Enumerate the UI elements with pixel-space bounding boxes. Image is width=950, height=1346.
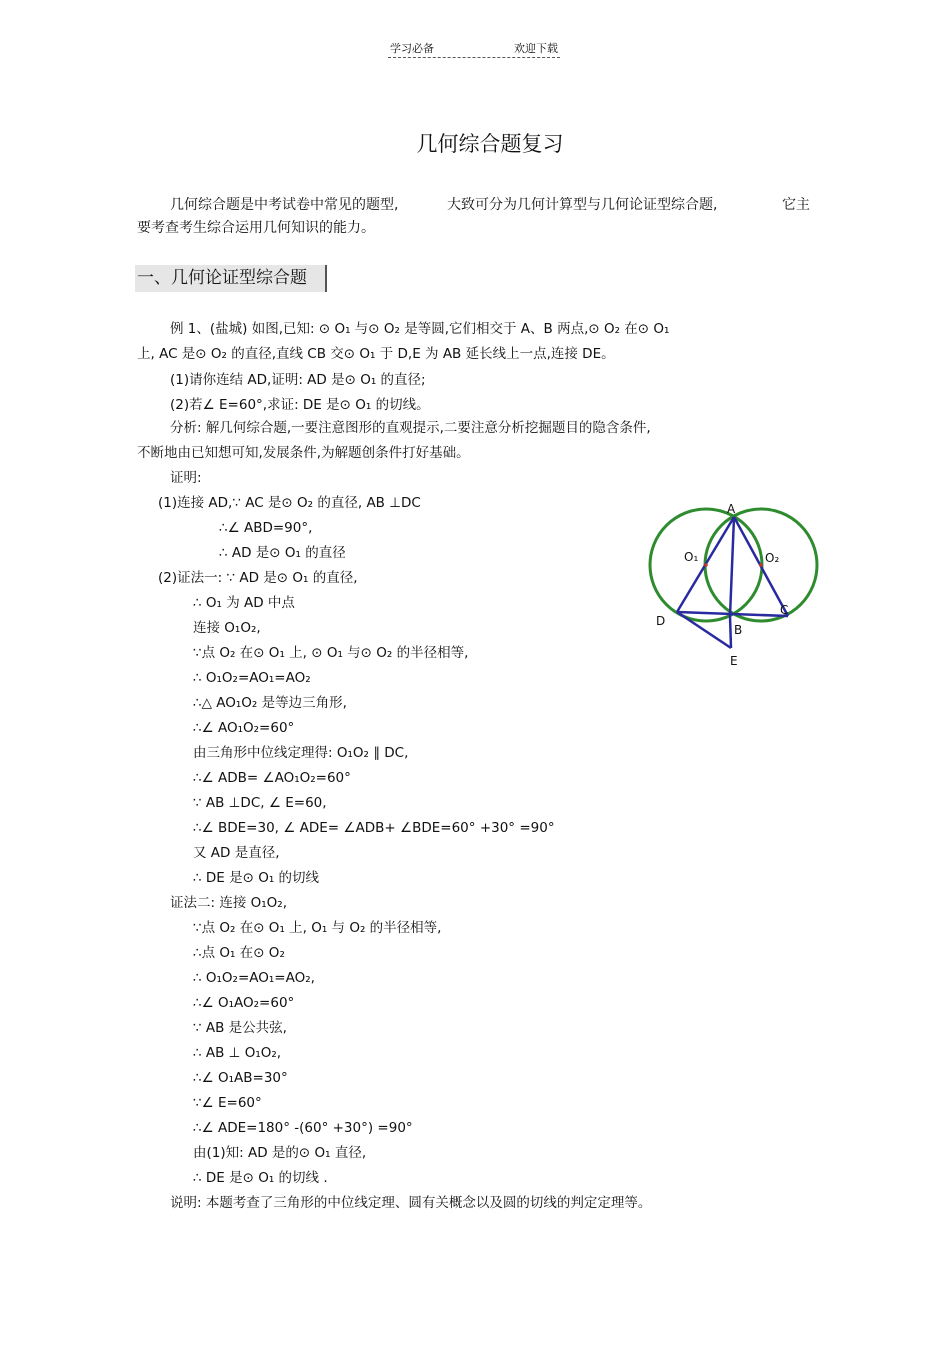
geometry-diagram [640,495,830,675]
text-line: ∴∠ ADE=180° -(60° +30°) =90° [193,1120,413,1136]
text-line: 由三角形中位线定理得: O₁O₂ ∥ DC, [193,745,409,761]
label-o1: O₁ [684,550,699,564]
text-line: (2)证法一: ∵ AD 是⊙ O₁ 的直径, [158,570,358,586]
intro-seg-c: 它主 [782,197,810,213]
text-line: ∵点 O₂ 在⊙ O₁ 上, ⊙ O₁ 与⊙ O₂ 的半径相等, [193,645,469,661]
segment-be [730,616,731,648]
text-line: (1)连接 AD,∵ AC 是⊙ O₂ 的直径, AB ⊥DC [158,495,421,511]
page-title: 几何综合题复习 [416,132,564,156]
text-line: ∴点 O₁ 在⊙ O₂ [193,945,285,961]
text-line: ∴ AB ⊥ O₁O₂, [193,1045,282,1061]
label-d: D [656,614,666,628]
text-line: ∴ AD 是⊙ O₁ 的直径 [219,545,346,561]
label-a: A [727,502,736,516]
text-line: ∵ AB 是公共弦, [193,1020,287,1036]
intro-line-2: 要考查考生综合运用几何知识的能力。 [137,220,375,236]
text-line: 连接 O₁O₂, [193,620,261,636]
text-line: ∴ O₁ 为 AD 中点 [193,595,295,611]
section-title: 一、几何论证型综合题 [135,265,327,292]
label-c: C [780,603,789,617]
text-line: 证法二: 连接 O₁O₂, [170,895,287,911]
text-line: ∴ O₁O₂=AO₁=AO₂ [193,670,311,686]
text-line: 证明: [170,470,202,486]
header-left: 学习必备 [390,42,434,55]
text-line: 又 AD 是直径, [193,845,280,861]
text-line: ∴ O₁O₂=AO₁=AO₂, [193,970,315,986]
text-line: ∴∠ ABD=90°, [219,520,313,536]
text-line: ∴∠ ADB= ∠AO₁O₂=60° [193,770,351,786]
label-o2: O₂ [765,551,780,565]
intro-seg-a: 几何综合题是中考试卷中常见的题型, [170,197,399,213]
text-line: 说明: 本题考查了三角形的中位线定理、圆有关概念以及圆的切线的判定定理等。 [170,1195,652,1211]
text-line: 上, AC 是⊙ O₂ 的直径,直线 CB 交⊙ O₁ 于 D,E 为 AB 延长线上一点,连接 DE。 [137,346,615,362]
text-line: ∴∠ O₁AB=30° [193,1070,288,1086]
text-line: ∵∠ E=60° [193,1095,262,1111]
text-line: 分析: 解几何综合题,一要注意图形的直观提示,二要注意分析挖掘题目的隐含条件, [170,420,651,436]
center-o2-dot [759,563,763,567]
text-line: ∴ DE 是⊙ O₁ 的切线 . [193,1170,328,1186]
text-line: ∴∠ O₁AO₂=60° [193,995,295,1011]
text-line: 由(1)知: AD 是的⊙ O₁ 直径, [193,1145,367,1161]
text-line: ∴∠ AO₁O₂=60° [193,720,295,736]
label-b: B [734,623,743,637]
text-line: ∵ AB ⊥DC, ∠ E=60, [193,795,327,811]
text-line: ∵点 O₂ 在⊙ O₁ 上, O₁ 与 O₂ 的半径相等, [193,920,442,936]
text-line: 例 1、(盐城) 如图,已知: ⊙ O₁ 与⊙ O₂ 是等圆,它们相交于 A、B 两点,⊙ O₂ 在⊙ O₁ [170,321,670,337]
text-line: ∴∠ BDE=30, ∠ ADE= ∠ADB+ ∠BDE=60° +30° =90° [193,820,555,836]
text-line: (1)请你连结 AD,证明: AD 是⊙ O₁ 的直径; [170,372,426,388]
page-header [388,39,560,58]
label-e: E [730,654,738,668]
text-line: ∴ DE 是⊙ O₁ 的切线 [193,870,320,886]
segment-ab [730,517,734,616]
text-line: (2)若∠ E=60°,求证: DE 是⊙ O₁ 的切线。 [170,397,430,413]
text-line: ∴△ AO₁O₂ 是等边三角形, [193,695,347,711]
header-right: 欢迎下载 [514,42,558,55]
intro-seg-b: 大致可分为几何计算型与几何论证型综合题, [447,197,718,213]
text-line: 不断地由已知想可知,发展条件,为解题创条件打好基础。 [137,445,470,461]
center-o1-dot [704,563,708,567]
